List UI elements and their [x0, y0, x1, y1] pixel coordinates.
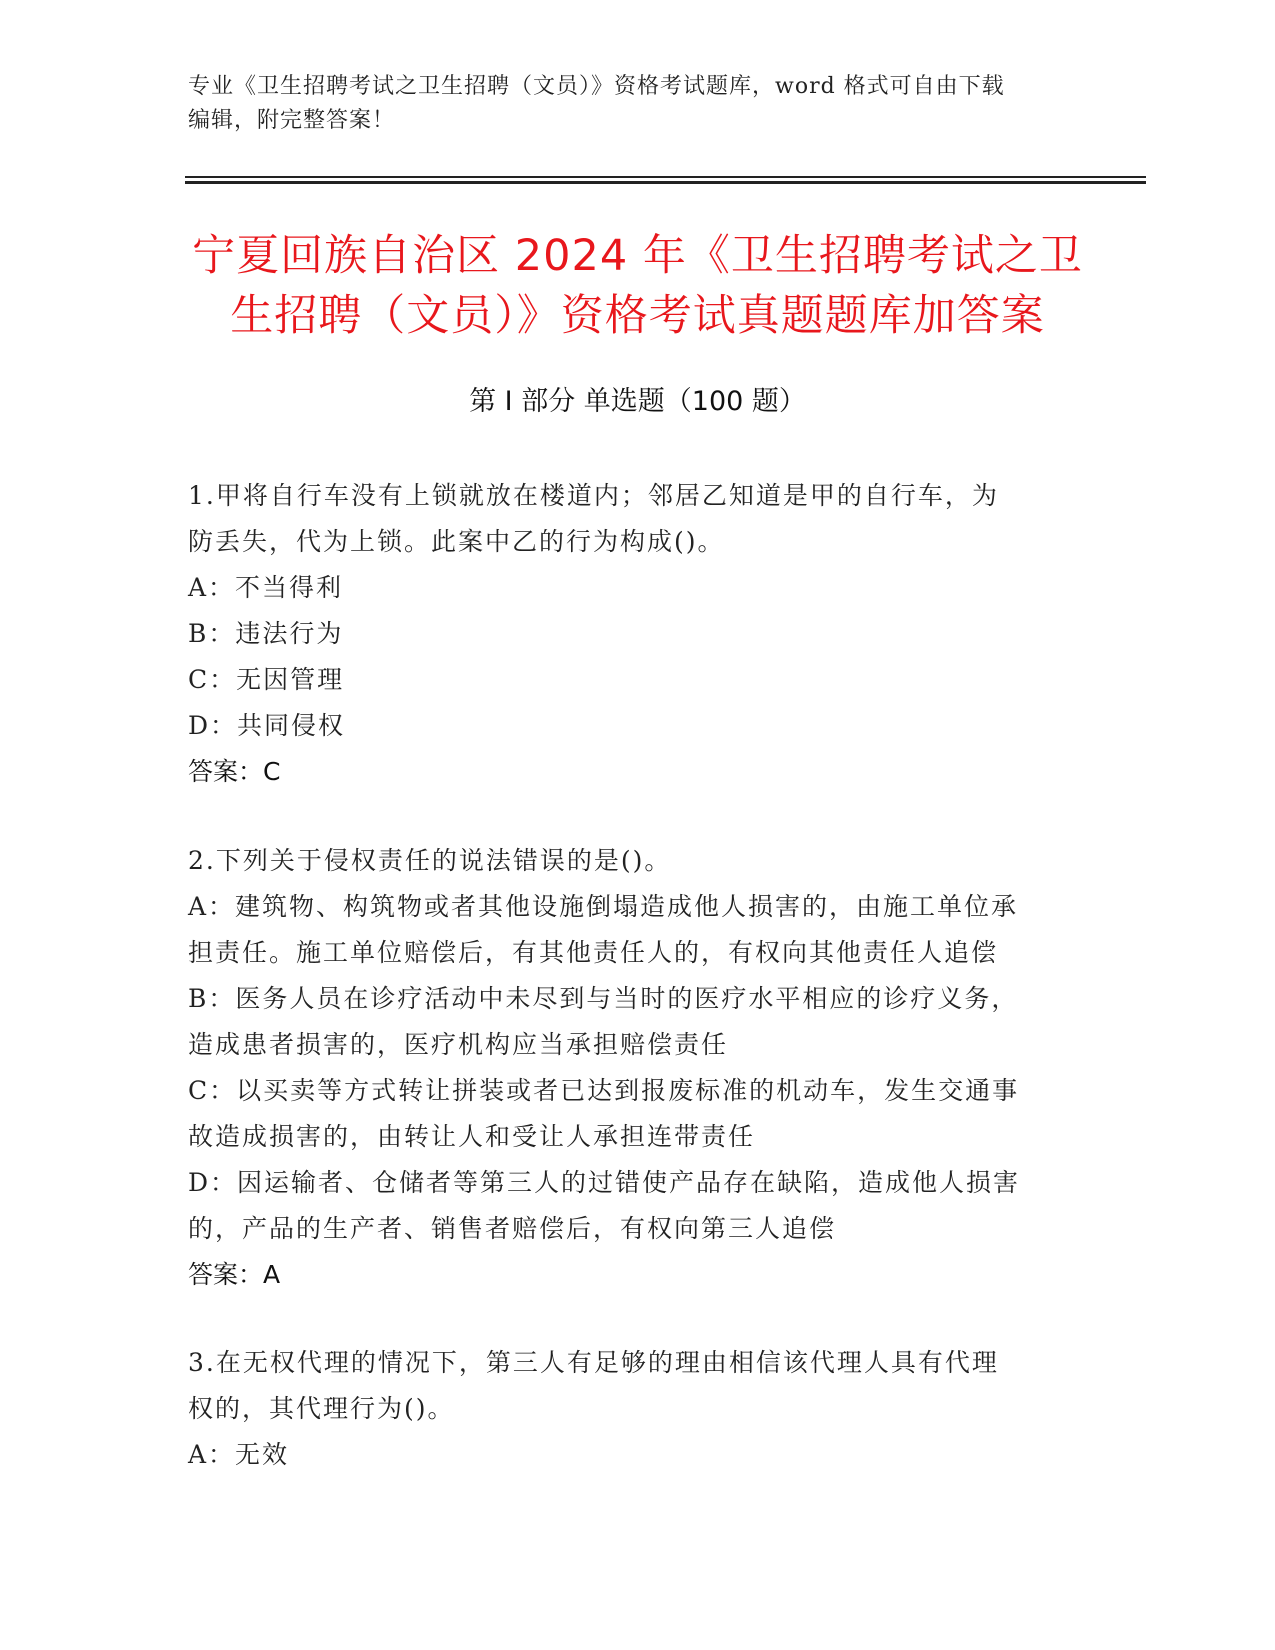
- option-c: C：以买卖等方式转让拼装或者已达到报废标准的机动车，发生交通事: [188, 1076, 1020, 1105]
- option-c-continued: 故造成损害的，由转让人和受让人承担连带责任: [188, 1122, 756, 1151]
- title-line: 宁夏回族自治区 2024 年《卫生招聘考试之卫: [192, 231, 1083, 281]
- question-stem-line: 1.甲将自行车没有上锁就放在楼道内；邻居乙知道是甲的自行车，为: [188, 481, 999, 510]
- question-stem-line: 权的，其代理行为()。: [188, 1394, 455, 1423]
- header-divider-thick: [185, 181, 1146, 184]
- question-stem-line: 2.下列关于侵权责任的说法错误的是()。: [188, 846, 672, 875]
- option-a: A：无效: [188, 1440, 290, 1469]
- section-heading: 第 I 部分 单选题（100 题）: [469, 386, 806, 417]
- header-note: [188, 70, 1078, 138]
- option-b-continued: 造成患者损害的，医疗机构应当承担赔偿责任: [188, 1030, 729, 1059]
- question-1: [188, 473, 1068, 795]
- option-a-continued: 担责任。施工单位赔偿后，有其他责任人的，有权向其他责任人追偿: [188, 938, 999, 967]
- option-a: A：不当得利: [188, 573, 344, 602]
- option-d-continued: 的，产品的生产者、销售者赔偿后，有权向第三人追偿: [188, 1214, 837, 1243]
- answer: 答案：C: [188, 757, 281, 786]
- option-b: B：医务人员在诊疗活动中未尽到与当时的医疗水平相应的诊疗义务，: [188, 984, 1019, 1013]
- document-title: [140, 226, 1135, 346]
- question-2: [188, 838, 1068, 1298]
- header-note-line: 专业《卫生招聘考试之卫生招聘（文员）》资格考试题库，word 格式可自由下载: [188, 74, 1005, 99]
- title-line: 生招聘（文员）》资格考试真题题库加答案: [230, 291, 1045, 341]
- header-note-line: 编辑，附完整答案！: [188, 108, 396, 133]
- question-stem-line: 防丢失，代为上锁。此案中乙的行为构成()。: [188, 527, 725, 556]
- answer: 答案：A: [188, 1260, 281, 1289]
- header-divider-thin: [185, 176, 1146, 178]
- question-3: [188, 1340, 1068, 1478]
- question-stem-line: 3.在无权代理的情况下，第三人有足够的理由相信该代理人具有代理: [188, 1348, 999, 1377]
- option-a: A：建筑物、构筑物或者其他设施倒塌造成他人损害的，由施工单位承: [188, 892, 1019, 921]
- option-c: C：无因管理: [188, 665, 345, 694]
- option-d: D：共同侵权: [188, 711, 346, 740]
- option-d: D：因运输者、仓储者等第三人的过错使产品存在缺陷，造成他人损害: [188, 1168, 1021, 1197]
- option-b: B：违法行为: [188, 619, 344, 648]
